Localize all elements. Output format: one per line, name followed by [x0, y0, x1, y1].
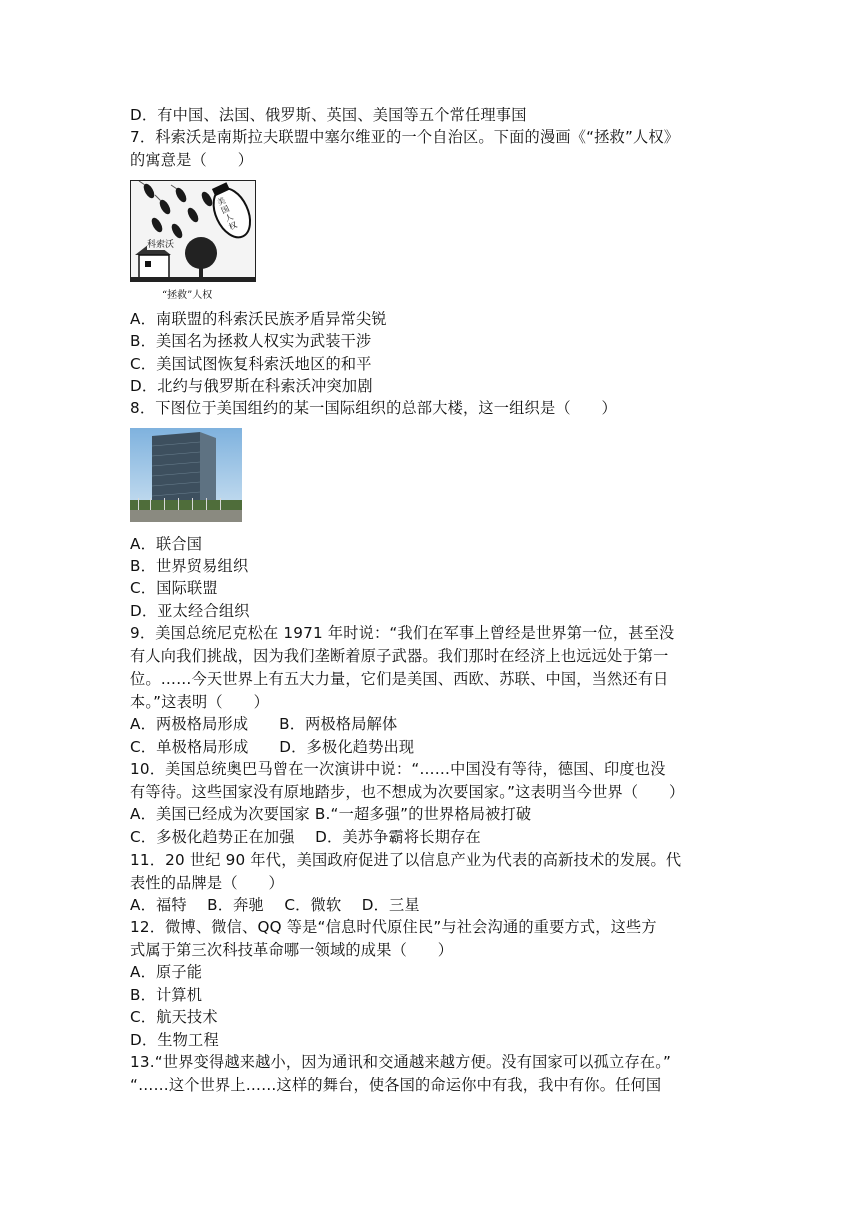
options-ab-q9: A．两极格局形成 B．两极格局解体 [130, 715, 398, 733]
option-c-q7: C．美国试图恢复科索沃地区的和平 [130, 355, 372, 373]
question-7-stem: 7．科索沃是南斯拉夫联盟中塞尔维亚的一个自治区。下面的漫画《“拯救”人权》 [130, 128, 680, 146]
option-c-q8: C．国际联盟 [130, 579, 218, 597]
option-a-q7: A．南联盟的科索沃民族矛盾异常尖锐 [130, 310, 387, 328]
question-8-stem: 8．下图位于美国组约的某一国际组织的总部大楼，这一组织是（ ） [130, 399, 617, 417]
question-9-stem-4: 本。”这表明（ ） [130, 693, 269, 711]
question-13-stem: 13.“世界变得越来越小，因为通讯和交通越来越方便。没有国家可以孤立存在。” [130, 1053, 672, 1071]
question-9-stem: 9．美国总统尼克松在 1971 年时说：“我们在军事上曾经是世界第一位，甚至没 [130, 624, 675, 642]
option-b-q7: B．美国名为拯救人权实为武装干涉 [130, 332, 372, 350]
cartoon-caption: “拯救”人权 [162, 290, 213, 301]
question-7-stem-cont: 的寓意是（ ） [130, 151, 254, 169]
question-9-stem-2: 有人向我们挑战，因为我们垄断着原子武器。我们那时在经济上也远远处于第一 [130, 647, 669, 665]
option-d-q7: D．北约与俄罗斯在科索沃冲突加剧 [130, 377, 373, 395]
question-10-stem-2: 有等待。这些国家没有原地踏步，也不想成为次要国家。”这表明当今世界（ ） [130, 783, 685, 801]
un-headquarters-photo [130, 428, 242, 522]
question-12-stem: 12．微博、微信、QQ 等是“信息时代原住民”与社会沟通的重要方式，这些方 [130, 918, 657, 936]
option-b-q12: B．计算机 [130, 986, 203, 1004]
cartoon-rescue-human-rights [130, 180, 256, 282]
option-d-q12: D．生物工程 [130, 1031, 219, 1049]
option-d-q6: D．有中国、法国、俄罗斯、英国、美国等五个常任理事国 [130, 106, 527, 124]
option-a-q8: A．联合国 [130, 535, 203, 553]
question-10-stem: 10．美国总统奥巴马曾在一次演讲中说：“……中国没有等待，德国、印度也没 [130, 760, 666, 778]
question-13-stem-2: “……这个世界上……这样的舞台，使各国的命运你中有我，我中有你。任何国 [130, 1076, 662, 1094]
options-cd-q10: C．多极化趋势正在加强 D．美苏争霸将长期存在 [130, 828, 481, 846]
question-9-stem-3: 位。……今天世界上有五大力量，它们是美国、西欧、苏联、中国，当然还有日 [130, 670, 669, 688]
options-ab-q10: A．美国已经成为次要国家 B.“一超多强”的世界格局被打破 [130, 805, 532, 823]
question-11-stem-2: 表性的品牌是（ ） [130, 874, 284, 892]
option-d-q8: D．亚太经合组织 [130, 602, 250, 620]
option-a-q12: A．原子能 [130, 963, 203, 981]
question-12-stem-2: 式属于第三次科技革命哪一领域的成果（ ） [130, 941, 454, 959]
option-b-q8: B．世界贸易组织 [130, 557, 249, 575]
cartoon-label-kosovo: 科索沃 [147, 237, 174, 250]
question-11-stem: 11．20 世纪 90 年代，美国政府促进了以信息产业为代表的高新技术的发展。代 [130, 851, 682, 869]
options-cd-q9: C．单极格局形成 D．多极化趋势出现 [130, 738, 415, 756]
options-q11: A．福特 B．奔驰 C．微软 D．三星 [130, 896, 420, 914]
option-c-q12: C．航天技术 [130, 1008, 218, 1026]
cartoon-label-bomb: 美国人权 [215, 195, 239, 232]
